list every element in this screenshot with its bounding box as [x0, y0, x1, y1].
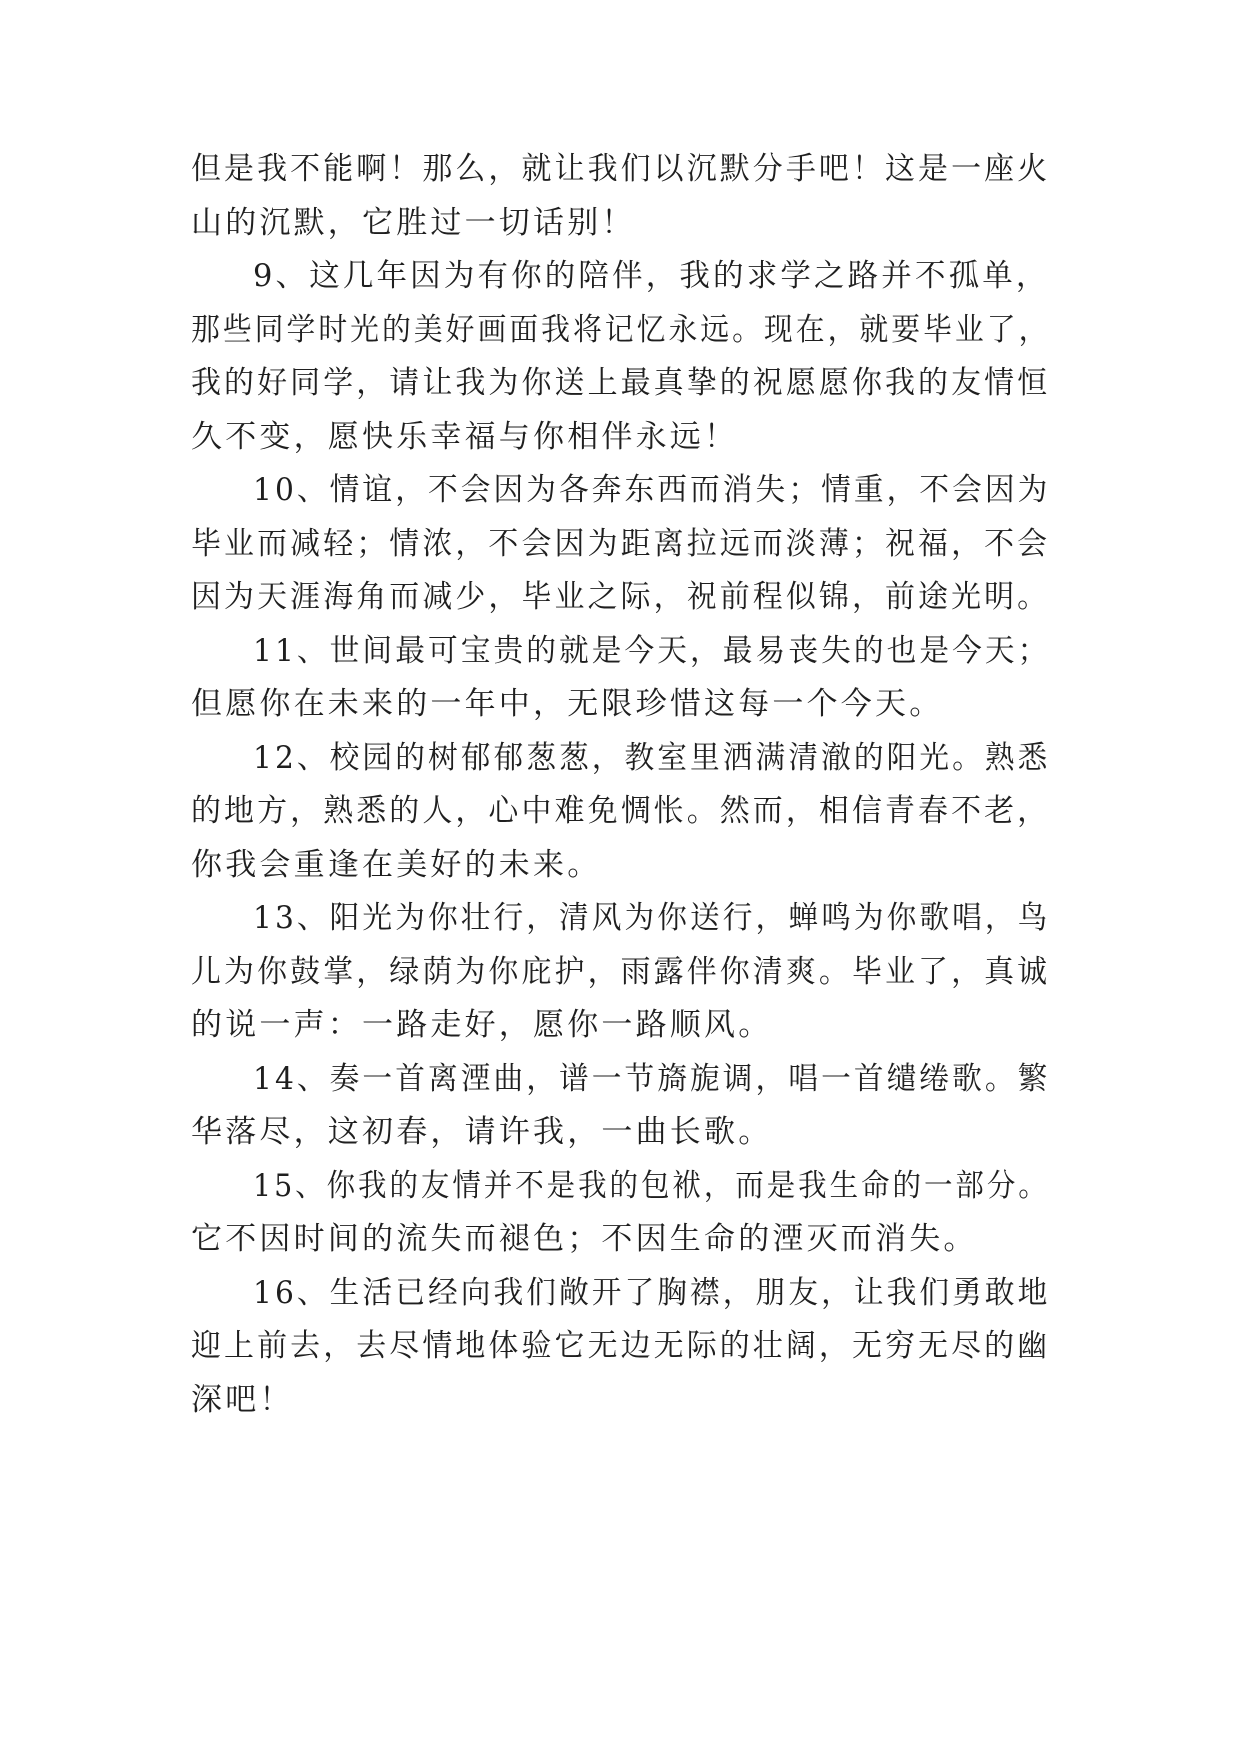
paragraph-15-start: 15、你我的友情并不是我的包袱，而是我生命的一部分。: [253, 1168, 1050, 1204]
text-line: 但是我不能啊！那么，就让我们以沉默分手吧！这是一座火: [191, 151, 1051, 187]
paragraph-11-start: 11、世间最可宝贵的就是今天，最易丧失的也是今天；: [253, 633, 1051, 669]
text-line: 迎上前去，去尽情地体验它无边无际的壮阔，无穷无尽的幽: [191, 1328, 1051, 1364]
text-line: 华落尽，这初春，请许我，一曲长歌。: [191, 1114, 773, 1150]
paragraph-12-start: 12、校园的树郁郁葱葱，教室里洒满清澈的阳光。熟悉: [253, 740, 1051, 776]
text-line: 你我会重逢在美好的未来。: [191, 847, 602, 883]
text-line: 的地方，熟悉的人，心中难免惆怅。然而，相信青春不老，: [191, 793, 1051, 829]
text-line: 久不变，愿快乐幸福与你相伴永远！: [191, 419, 739, 455]
paragraph-14-start: 14、奏一首离湮曲，谱一节旖旎调，唱一首缱绻歌。繁: [253, 1061, 1051, 1097]
paragraph-9-start: 9、这几年因为有你的陪伴，我的求学之路并不孤单，: [253, 258, 1050, 294]
text-line: 它不因时间的流失而褪色；不因生命的湮灭而消失。: [191, 1221, 978, 1257]
text-line: 我的好同学，请让我为你送上最真挚的祝愿愿你我的友情恒: [191, 365, 1051, 401]
text-line: 因为天涯海角而减少，毕业之际，祝前程似锦，前途光明。: [191, 579, 1051, 615]
text-line: 毕业而减轻；情浓，不会因为距离拉远而淡薄；祝福，不会: [191, 526, 1051, 562]
text-line: 山的沉默，它胜过一切话别！: [191, 205, 636, 241]
paragraph-10-start: 10、情谊，不会因为各奔东西而消失；情重，不会因为: [253, 472, 1051, 508]
text-line: 那些同学时光的美好画面我将记忆永远。现在，就要毕业了，: [191, 312, 1051, 348]
paragraph-13-start: 13、阳光为你壮行，清风为你送行，蝉鸣为你歌唱，鸟: [253, 900, 1051, 936]
text-line: 深吧！: [191, 1382, 294, 1418]
text-line: 的说一声：一路走好，愿你一路顺风。: [191, 1007, 773, 1043]
text-line: 儿为你鼓掌，绿荫为你庇护，雨露伴你清爽。毕业了，真诚: [191, 954, 1051, 990]
paragraph-16-start: 16、生活已经向我们敞开了胸襟，朋友，让我们勇敢地: [253, 1275, 1051, 1311]
text-line: 但愿你在未来的一年中，无限珍惜这每一个今天。: [191, 686, 944, 722]
